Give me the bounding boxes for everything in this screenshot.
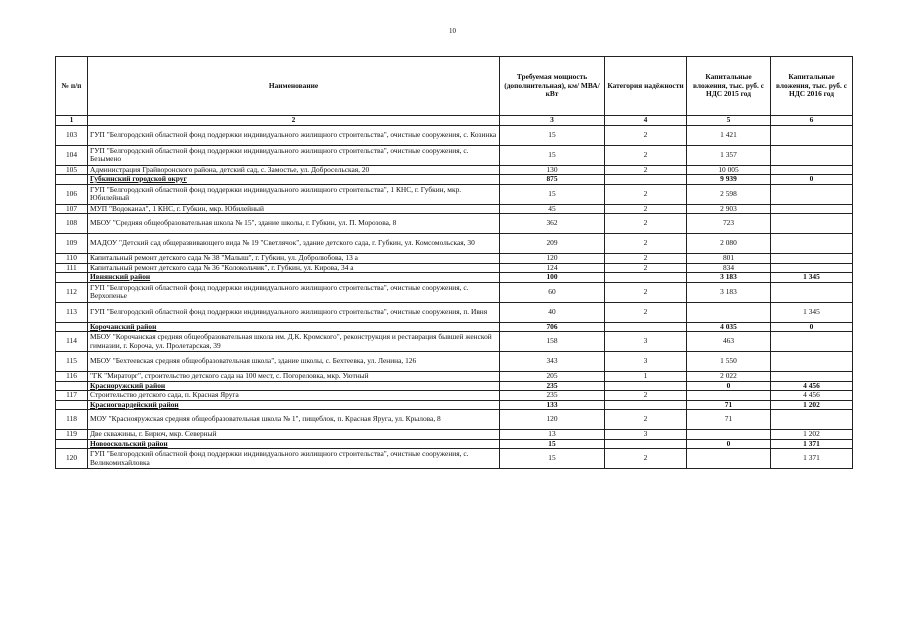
row-category: 2 [605, 449, 687, 469]
row-capex-2016: 1 345 [771, 273, 853, 283]
row-capex-2015: 463 [687, 332, 771, 352]
row-capex-2015: 9 939 [687, 175, 771, 185]
row-power: 343 [500, 352, 605, 372]
row-capex-2016 [771, 145, 853, 165]
row-capex-2015: 71 [687, 410, 771, 430]
row-number [56, 273, 88, 283]
row-name: Губкинский городской округ [88, 175, 500, 185]
row-capex-2015: 0 [687, 381, 771, 391]
row-power: 124 [500, 263, 605, 273]
row-name: ГУП "Белгородский областной фонд поддержки индивидуального жилищного строительства", 1 КНС, г. Губкин, мкр. Юбилейный [88, 184, 500, 204]
district-row [56, 273, 853, 283]
row-number: 118 [56, 410, 88, 430]
row-capex-2015 [687, 391, 771, 401]
row-number: 112 [56, 282, 88, 302]
row-number: 120 [56, 449, 88, 469]
row-capex-2016: 0 [771, 175, 853, 185]
row-power: 120 [500, 410, 605, 430]
row-category: 2 [605, 214, 687, 234]
row-number: 109 [56, 234, 88, 254]
district-row [56, 400, 853, 410]
row-capex-2016 [771, 410, 853, 430]
row-capex-2016: 4 456 [771, 391, 853, 401]
table-row [56, 263, 853, 273]
row-capex-2015: 834 [687, 263, 771, 273]
row-power: 45 [500, 204, 605, 214]
row-category: 2 [605, 282, 687, 302]
row-category [605, 322, 687, 332]
table-row [56, 391, 853, 401]
row-capex-2015: 4 035 [687, 322, 771, 332]
table-row [56, 125, 853, 145]
row-power: 209 [500, 234, 605, 254]
header-capex-2016: Капитальные вложения, тыс. руб. с НДС 2016 год [771, 57, 853, 116]
table-row [56, 184, 853, 204]
row-name: МАДОУ "Детский сад общеразвивающего вида № 19 "Светлячок", здание детского сада, г. Губкин, ул. Комсомольская, 30 [88, 234, 500, 254]
table-row [56, 234, 853, 254]
row-category: 2 [605, 254, 687, 264]
district-row [56, 439, 853, 449]
row-power: 60 [500, 282, 605, 302]
row-category: 3 [605, 332, 687, 352]
row-power: 15 [500, 449, 605, 469]
row-capex-2016 [771, 263, 853, 273]
row-capex-2015: 71 [687, 400, 771, 410]
row-number: 107 [56, 204, 88, 214]
row-power: 13 [500, 430, 605, 440]
table-row [56, 430, 853, 440]
row-power: 235 [500, 381, 605, 391]
row-capex-2016 [771, 125, 853, 145]
row-number: 108 [56, 214, 88, 234]
row-power: 100 [500, 273, 605, 283]
row-number: 104 [56, 145, 88, 165]
row-category: 2 [605, 410, 687, 430]
row-name: МУП "Водоканал", 1 КНС, г. Губкин, мкр. Юбилейный [88, 204, 500, 214]
column-number: 4 [605, 116, 687, 126]
row-category [605, 439, 687, 449]
row-capex-2016 [771, 332, 853, 352]
row-capex-2016 [771, 352, 853, 372]
row-number: 114 [56, 332, 88, 352]
table-row [56, 214, 853, 234]
row-capex-2016 [771, 214, 853, 234]
row-category: 2 [605, 204, 687, 214]
column-number: 3 [500, 116, 605, 126]
header-num: № п/п [56, 57, 88, 116]
row-capex-2016: 1 202 [771, 400, 853, 410]
row-number [56, 439, 88, 449]
table-row [56, 204, 853, 214]
row-name: "ГК "Мираторг", строительство детского сада на 100 мест, с. Погореловка, мкр. Уютный [88, 372, 500, 382]
row-capex-2015: 0 [687, 439, 771, 449]
row-capex-2015: 1 357 [687, 145, 771, 165]
header-power: Требуемая мощность (дополнительная), км/ МВА/ кВт [500, 57, 605, 116]
table-row [56, 254, 853, 264]
table-row [56, 165, 853, 175]
row-category: 2 [605, 263, 687, 273]
capex-table [55, 56, 853, 469]
row-name: ГУП "Белгородский областной фонд поддержки индивидуального жилищного строительства", очистные сооружения, с. Великомихайловка [88, 449, 500, 469]
row-capex-2015: 2 598 [687, 184, 771, 204]
row-capex-2015 [687, 302, 771, 322]
row-power: 158 [500, 332, 605, 352]
row-category: 2 [605, 125, 687, 145]
row-capex-2016 [771, 372, 853, 382]
row-capex-2015: 2 903 [687, 204, 771, 214]
row-name: ГУП "Белгородский областной фонд поддержки индивидуального жилищного строительства", очистные сооружения, с. Безымено [88, 145, 500, 165]
row-name: МОУ "Краснояружская средняя общеобразовательная школа № 1", пищеблок, п. Красная Яруга, ул. Крылова, 8 [88, 410, 500, 430]
row-name: Красноружский район [88, 381, 500, 391]
row-capex-2015 [687, 449, 771, 469]
row-name: ГУП "Белгородский областной фонд поддержки индивидуального жилищного строительства", очистные сооружения, п. Ивня [88, 302, 500, 322]
row-capex-2015: 3 183 [687, 273, 771, 283]
row-number: 103 [56, 125, 88, 145]
row-category: 2 [605, 234, 687, 254]
row-capex-2015: 2 080 [687, 234, 771, 254]
row-name: Корочанский район [88, 322, 500, 332]
row-capex-2015: 1 421 [687, 125, 771, 145]
row-name: ГУП "Белгородский областной фонд поддержки индивидуального жилищного строительства", очистные сооружения, с. Верхопенье [88, 282, 500, 302]
row-number: 111 [56, 263, 88, 273]
row-name: МБОУ "Бехтеевская средняя общеобразовательная школа", здание школы, с. Бехтеевка, ул. Ленина, 126 [88, 352, 500, 372]
row-capex-2015: 3 183 [687, 282, 771, 302]
row-category: 2 [605, 184, 687, 204]
column-number: 2 [88, 116, 500, 126]
row-category: 2 [605, 165, 687, 175]
row-capex-2016 [771, 165, 853, 175]
row-number: 117 [56, 391, 88, 401]
row-category [605, 273, 687, 283]
row-capex-2015: 2 022 [687, 372, 771, 382]
row-name: Администрация Грайворонского района, детский сад, с. Замостье, ул. Добросельская, 20 [88, 165, 500, 175]
row-category: 3 [605, 430, 687, 440]
row-power: 205 [500, 372, 605, 382]
row-number [56, 381, 88, 391]
row-name: Строительство детского сада, п. Красная Яруга [88, 391, 500, 401]
row-power: 130 [500, 165, 605, 175]
row-number [56, 400, 88, 410]
header-category: Категория надёжности [605, 57, 687, 116]
table-row [56, 372, 853, 382]
table-row [56, 282, 853, 302]
row-number [56, 175, 88, 185]
table-row [56, 449, 853, 469]
row-capex-2015: 801 [687, 254, 771, 264]
row-number: 116 [56, 372, 88, 382]
row-capex-2016: 1 345 [771, 302, 853, 322]
row-power: 706 [500, 322, 605, 332]
row-number: 119 [56, 430, 88, 440]
row-power: 133 [500, 400, 605, 410]
row-number: 106 [56, 184, 88, 204]
page-number: 10 [449, 27, 456, 35]
row-power: 15 [500, 125, 605, 145]
row-power: 362 [500, 214, 605, 234]
column-number-row [56, 116, 853, 126]
row-category: 2 [605, 145, 687, 165]
row-category [605, 381, 687, 391]
row-category [605, 175, 687, 185]
row-capex-2016 [771, 254, 853, 264]
row-capex-2016 [771, 204, 853, 214]
row-capex-2016: 1 371 [771, 439, 853, 449]
row-name: Капитальный ремонт детского сада № 38 "Малыш", г. Губкин, ул. Добролюбова, 13 а [88, 254, 500, 264]
table-row [56, 145, 853, 165]
district-row [56, 175, 853, 185]
row-name: МБОУ "Корочанская средняя общеобразовательная школа им. Д.К. Кромского", реконструкция и реставрация бывшей женской гимназии, г. Короча, ул. Пролетарская, 39 [88, 332, 500, 352]
row-name: Капитальный ремонт детского сада № 36 "Колокольчик", г. Губкин, ул. Кирова, 34 а [88, 263, 500, 273]
row-capex-2015 [687, 430, 771, 440]
row-power: 120 [500, 254, 605, 264]
row-name: Новооскольский район [88, 439, 500, 449]
row-capex-2015: 723 [687, 214, 771, 234]
row-name: МБОУ "Средняя общеобразовательная школа № 15", здание школы, г. Губкин, ул. П. Морозова, 8 [88, 214, 500, 234]
row-category: 2 [605, 302, 687, 322]
row-power: 235 [500, 391, 605, 401]
column-number: 5 [687, 116, 771, 126]
row-category [605, 400, 687, 410]
row-number [56, 322, 88, 332]
row-power: 40 [500, 302, 605, 322]
row-category: 3 [605, 352, 687, 372]
header-row [56, 57, 853, 116]
column-number: 1 [56, 116, 88, 126]
row-capex-2016: 1 371 [771, 449, 853, 469]
row-name: ГУП "Белгородский областной фонд поддержки индивидуального жилищного строительства", очистные сооружения, с. Козинка [88, 125, 500, 145]
row-name: Красногвардейский район [88, 400, 500, 410]
row-capex-2016: 4 456 [771, 381, 853, 391]
table-row [56, 352, 853, 372]
row-capex-2016: 0 [771, 322, 853, 332]
table-row [56, 410, 853, 430]
district-row [56, 381, 853, 391]
district-row [56, 322, 853, 332]
table-row [56, 302, 853, 322]
row-category: 2 [605, 391, 687, 401]
row-capex-2016 [771, 184, 853, 204]
table-body [56, 125, 853, 469]
row-category: 1 [605, 372, 687, 382]
row-number: 113 [56, 302, 88, 322]
row-number: 105 [56, 165, 88, 175]
header-name: Наименование [88, 57, 500, 116]
column-number: 6 [771, 116, 853, 126]
row-number: 115 [56, 352, 88, 372]
row-power: 15 [500, 184, 605, 204]
table-row [56, 332, 853, 352]
row-name: Ивнянский район [88, 273, 500, 283]
row-power: 15 [500, 439, 605, 449]
row-capex-2016 [771, 234, 853, 254]
row-power: 875 [500, 175, 605, 185]
header-capex-2015: Капитальные вложения, тыс. руб. с НДС 2015 год [687, 57, 771, 116]
row-capex-2015: 1 550 [687, 352, 771, 372]
row-capex-2015: 10 005 [687, 165, 771, 175]
row-number: 110 [56, 254, 88, 264]
row-power: 15 [500, 145, 605, 165]
row-name: Две скважины, г. Бирюч, мкр. Северный [88, 430, 500, 440]
row-capex-2016 [771, 282, 853, 302]
row-capex-2016: 1 202 [771, 430, 853, 440]
